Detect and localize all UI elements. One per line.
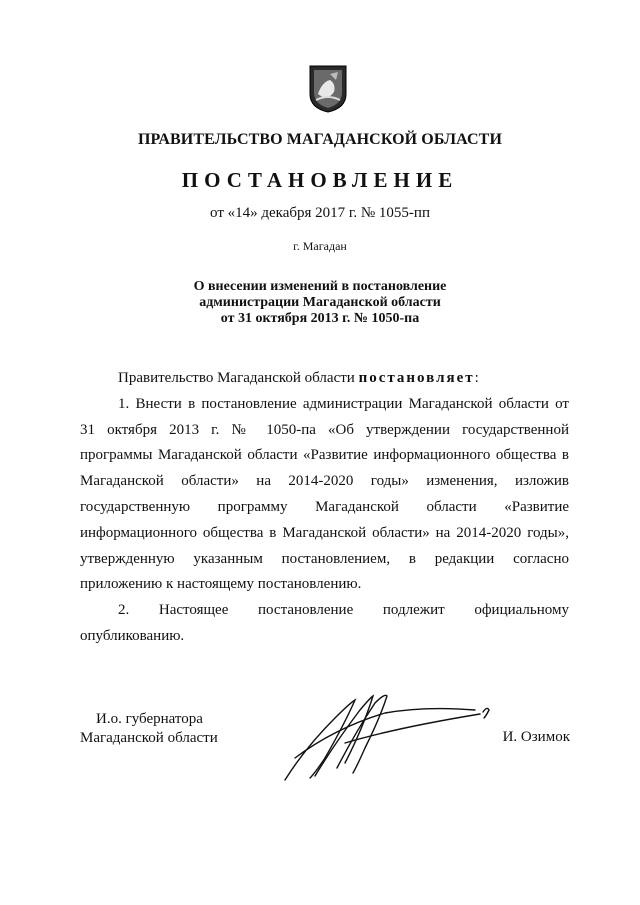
document-subject xyxy=(0,279,640,327)
magadan-coat-of-arms-icon xyxy=(308,64,348,114)
document-date-number: от «14» декабря 2017 г. № 1055-пп xyxy=(210,205,430,221)
document-body xyxy=(80,366,569,650)
preamble-colon: : xyxy=(474,370,479,386)
signatory-name: И. Озимок xyxy=(502,729,570,745)
preamble-verb: постановляет xyxy=(358,370,475,386)
signatory-position xyxy=(80,710,240,748)
document-city: г. Магадан xyxy=(293,239,347,253)
signatory-position-line: Магаданской области xyxy=(80,730,218,746)
subject-line: О внесении изменений в постановление xyxy=(193,279,447,294)
preamble-text: Правительство Магаданской области xyxy=(118,370,359,386)
signatory-position-line: И.о. губернатора xyxy=(96,711,203,727)
subject-line: от 31 октября 2013 г. № 1050-па xyxy=(220,311,420,326)
organization-title: ПРАВИТЕЛЬСТВО МАГАДАНСКОЙ ОБЛАСТИ xyxy=(137,131,502,148)
clause-2: 2. Настоящее постановление подлежит официальному опубликованию. xyxy=(80,602,569,644)
preamble xyxy=(80,366,569,392)
clause-1: 1. Внести в постановление администрации Магаданской области от 31 октября 2013 г. № 1050-па «Об утверждении государственной программы Магаданской области «Развитие информационного общества в Магаданской области» на 2014-2020 годы» изменения, изложив государственную программу Магаданской области «Развитие информационного общества в Магаданской области» на 2014-2020 годы», утвержденную указанным постановлением, в редакции согласно приложению к настоящему постановлению. xyxy=(80,395,569,593)
handwritten-signature xyxy=(275,688,505,788)
document-type: ПОСТАНОВЛЕНИЕ xyxy=(181,168,459,192)
subject-line: администрации Магаданской области xyxy=(199,295,441,310)
